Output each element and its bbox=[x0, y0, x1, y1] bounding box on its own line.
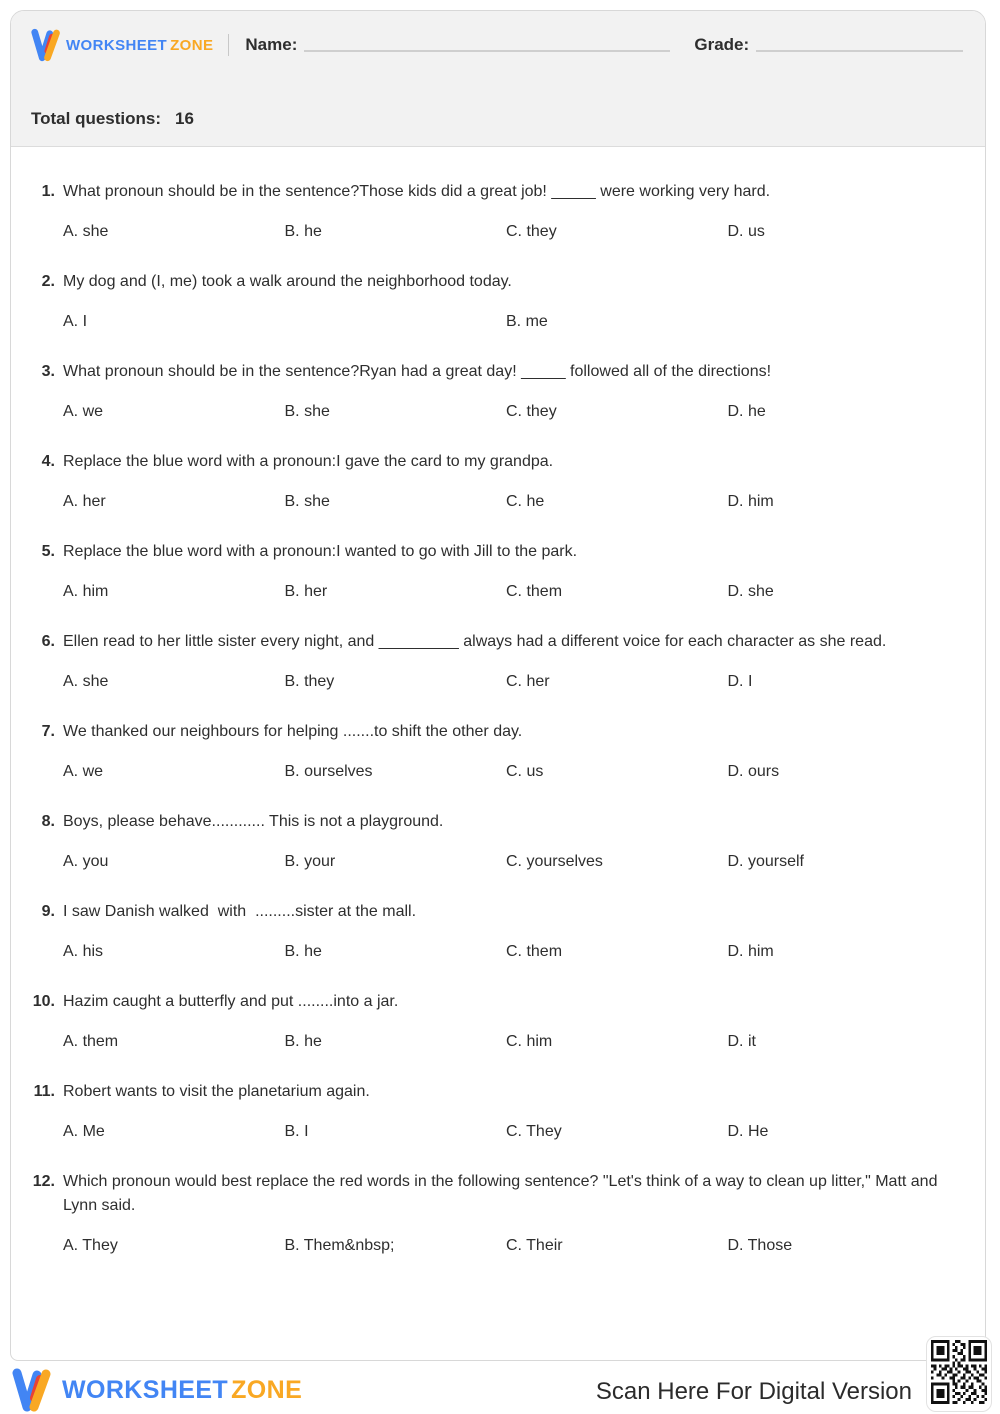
question-item-10 bbox=[31, 990, 949, 1054]
logo-word-zone: ZONE bbox=[231, 1375, 303, 1404]
question-item-4 bbox=[31, 450, 949, 514]
option-a: A. him bbox=[63, 583, 109, 600]
question-text: Boys, please behave............ This is not a playground. bbox=[63, 813, 444, 830]
question-text: What pronoun should be in the sentence?Those kids did a great job! _____ were working very hard. bbox=[63, 183, 771, 200]
question-list bbox=[11, 147, 985, 1258]
question-number: 2. bbox=[41, 273, 55, 290]
option-a: A. Me bbox=[63, 1123, 105, 1140]
question-number: 4. bbox=[41, 453, 55, 470]
question-item-7 bbox=[31, 720, 949, 784]
option-c: C. us bbox=[506, 763, 544, 780]
logo-word-worksheet: WORKSHEET bbox=[62, 1375, 229, 1404]
option-c: C. her bbox=[506, 673, 550, 690]
option-b: B. he bbox=[284, 1033, 322, 1050]
question-item-12 bbox=[31, 1170, 949, 1258]
logo-word-worksheet: WORKSHEET bbox=[66, 36, 168, 54]
option-c: C. Their bbox=[506, 1237, 563, 1254]
qr-code-icon bbox=[931, 1340, 987, 1409]
question-text: Which pronoun would best replace the red words in the following sentence? "Let's think of a way to clean up litter," Matt and Lynn said. bbox=[63, 1173, 942, 1214]
question-number: 7. bbox=[41, 723, 55, 740]
question-item-2 bbox=[31, 270, 949, 334]
option-d: D. she bbox=[727, 583, 774, 600]
footer-worksheet-zone-logo bbox=[10, 1366, 302, 1414]
question-item-1 bbox=[31, 180, 949, 244]
option-b: B. she bbox=[284, 403, 330, 420]
option-a: A. her bbox=[63, 493, 106, 510]
header-divider bbox=[228, 34, 229, 56]
option-b: B. ourselves bbox=[284, 763, 373, 780]
option-a: A. They bbox=[63, 1237, 118, 1254]
name-blank-line bbox=[304, 38, 670, 52]
question-item-5 bbox=[31, 540, 949, 604]
question-text: We thanked our neighbours for helping .......to shift the other day. bbox=[63, 723, 523, 740]
option-d: D. Those bbox=[727, 1237, 793, 1254]
question-number: 6. bbox=[41, 633, 55, 650]
option-b: B. he bbox=[284, 223, 322, 240]
w-mark-icon bbox=[31, 27, 66, 63]
option-a: A. you bbox=[63, 853, 109, 870]
name-label: Name: bbox=[245, 35, 298, 54]
option-a: A. his bbox=[63, 943, 104, 960]
question-text: What pronoun should be in the sentence?Ryan had a great day! _____ followed all of the directions! bbox=[63, 363, 772, 380]
question-item-6 bbox=[31, 630, 949, 694]
total-questions-label: Total questions: bbox=[31, 109, 162, 128]
question-item-3 bbox=[31, 360, 949, 424]
question-text: My dog and (I, me) took a walk around the neighborhood today. bbox=[63, 273, 512, 290]
option-a: A. them bbox=[63, 1033, 119, 1050]
question-text: Robert wants to visit the planetarium again. bbox=[63, 1083, 370, 1100]
option-d: D. him bbox=[727, 493, 774, 510]
worksheet-zone-logo bbox=[31, 27, 213, 63]
option-c: C. them bbox=[506, 583, 563, 600]
option-d: D. yourself bbox=[727, 853, 804, 870]
question-number: 5. bbox=[41, 543, 55, 560]
qr-code-container bbox=[926, 1336, 992, 1412]
option-a: A. she bbox=[63, 223, 109, 240]
question-number: 11. bbox=[33, 1083, 55, 1100]
question-number: 8. bbox=[41, 813, 55, 830]
option-c: C. yourselves bbox=[506, 853, 603, 870]
question-text: Replace the blue word with a pronoun:I gave the card to my grandpa. bbox=[63, 453, 554, 470]
option-c: C. he bbox=[506, 493, 545, 510]
grade-blank-line bbox=[756, 38, 963, 52]
question-text: Replace the blue word with a pronoun:I wanted to go with Jill to the park. bbox=[63, 543, 578, 560]
option-d: D. he bbox=[727, 403, 766, 420]
option-a: A. I bbox=[63, 313, 88, 330]
option-d: D. He bbox=[727, 1123, 769, 1140]
option-d: D. I bbox=[727, 673, 753, 690]
option-d: D. ours bbox=[727, 763, 780, 780]
question-item-8 bbox=[31, 810, 949, 874]
option-a: A. we bbox=[63, 403, 104, 420]
question-text: Ellen read to her little sister every night, and _________ always had a different voice for each character as she read. bbox=[63, 633, 887, 650]
option-b: B. Them&nbsp; bbox=[284, 1237, 395, 1254]
question-number: 1. bbox=[41, 183, 55, 200]
option-b: B. she bbox=[284, 493, 330, 510]
option-c: C. them bbox=[506, 943, 563, 960]
option-d: D. us bbox=[727, 223, 765, 240]
option-c: C. they bbox=[506, 223, 557, 240]
option-b: B. your bbox=[284, 853, 336, 870]
worksheet-card bbox=[10, 10, 986, 1361]
question-number: 10. bbox=[32, 993, 55, 1010]
total-questions-value: 16 bbox=[175, 109, 194, 128]
option-c: C. him bbox=[506, 1033, 553, 1050]
logo-word-zone: ZONE bbox=[170, 36, 214, 54]
option-d: D. him bbox=[727, 943, 774, 960]
question-number: 9. bbox=[41, 903, 55, 920]
question-item-11 bbox=[31, 1080, 949, 1144]
option-a: A. she bbox=[63, 673, 109, 690]
question-number: 3. bbox=[41, 363, 55, 380]
option-c: C. They bbox=[506, 1123, 562, 1140]
option-c: C. they bbox=[506, 403, 557, 420]
question-item-9 bbox=[31, 900, 949, 964]
option-b: B. they bbox=[284, 673, 335, 690]
worksheet-header bbox=[11, 11, 985, 147]
option-b: B. I bbox=[284, 1123, 309, 1140]
question-number: 12. bbox=[32, 1173, 55, 1190]
option-b: B. her bbox=[284, 583, 328, 600]
w-mark-icon bbox=[10, 1366, 62, 1414]
option-b: B. me bbox=[506, 313, 548, 330]
scan-here-text: Scan Here For Digital Version bbox=[595, 1378, 912, 1405]
option-a: A. we bbox=[63, 763, 104, 780]
option-d: D. it bbox=[727, 1033, 756, 1050]
option-b: B. he bbox=[284, 943, 322, 960]
question-text: Hazim caught a butterfly and put ........into a jar. bbox=[63, 993, 399, 1010]
grade-label: Grade: bbox=[694, 35, 750, 54]
question-text: I saw Danish walked with .........sister at the mall. bbox=[63, 903, 417, 920]
